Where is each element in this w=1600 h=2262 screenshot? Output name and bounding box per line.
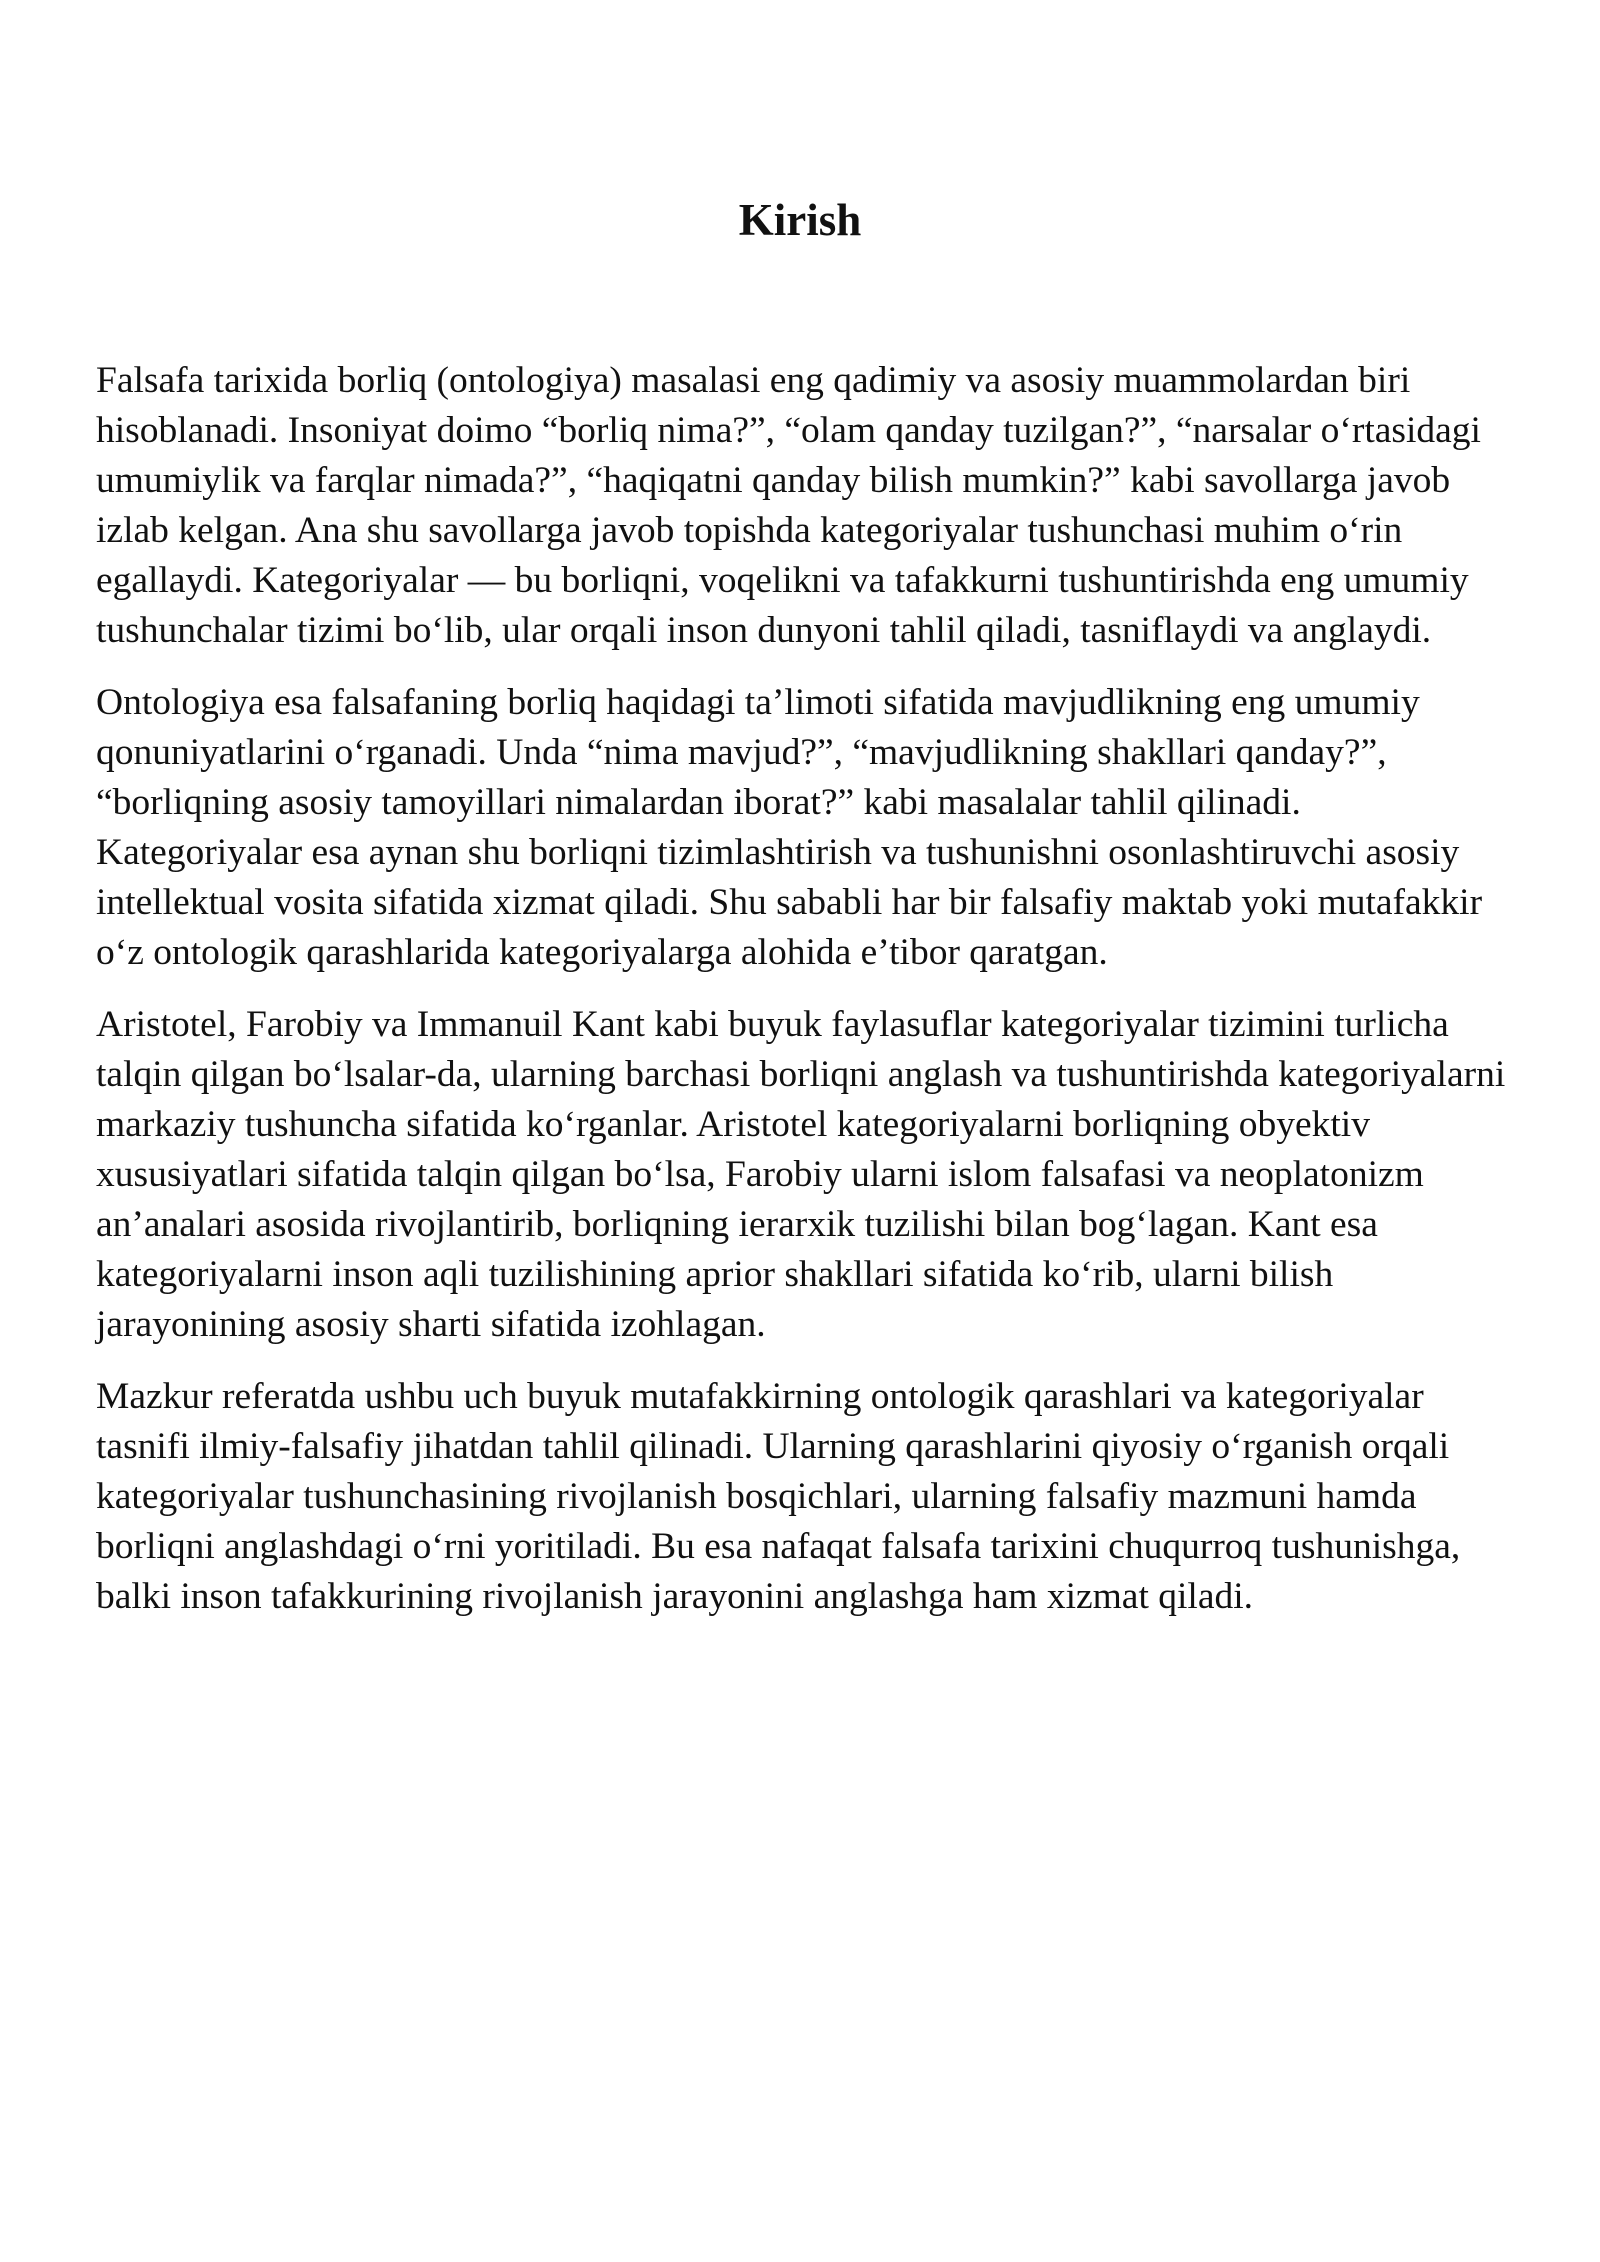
paragraph-4: Mazkur referatda ushbu uch buyuk mutafakkirning ontologik qarashlari va kategoriyalar tasnifi ilmiy-falsafiy jihatdan tahlil qilinadi. Ularning qarashlarini qiyosiy o‘rganish orqali kategoriyalar tushunchasining rivojlanish bosqichlari, ularning falsafiy mazmuni hamda borliqni anglashdagi o‘rni yoritiladi. Bu esa nafaqat falsafa tarixini chuqurroq tushunishga, balki inson tafakkurining rivojlanish jarayonini anglashga ham xizmat qiladi. xyxy=(96,1376,1461,1617)
page-title: Kirish xyxy=(738,195,862,245)
paragraph-3: Aristotel, Farobiy va Immanuil Kant kabi buyuk faylasuflar kategoriyalar tizimini turlicha talqin qilgan bo‘lsalar-da, ularning barchasi borliqni anglash va tushuntirishda kategoriyalarni markaziy tushuncha sifatida ko‘rganlar. Aristotel kategoriyalarni borliqning obyektiv xususiyatlari sifatida talqin qilgan bo‘lsa, Farobiy ularni islom falsafasi va neoplatonizm an’analari asosida rivojlantirib, borliqning ierarxik tuzilishi bilan bog‘lagan. Kant esa kategoriyalarni inson aqli tuzilishining aprior shakllari sifatida ko‘rib, ularni bilish jarayonining asosiy sharti sifatida izohlagan. xyxy=(96,1004,1506,1345)
paragraph-2: Ontologiya esa falsafaning borliq haqidagi ta’limoti sifatida mavjudlikning eng umumiy qonuniyatlarini o‘rganadi. Unda “nima mavjud?”, “mavjudlikning shakllari qanday?”, “borliqning asosiy tamoyillari nimalardan iborat?” kabi masalalar tahlil qilinadi. Kategoriyalar esa aynan shu borliqni tizimlashtirish va tushunishni osonlashtiruvchi asosiy intellektual vosita sifatida xizmat qiladi. Shu sababli har bir falsafiy maktab yoki mutafakkir o‘z ontologik qarashlarida kategoriyalarga alohida e’tibor qaratgan. xyxy=(96,682,1483,973)
paragraph-1: Falsafa tarixida borliq (ontologiya) masalasi eng qadimiy va asosiy muammolardan biri hisoblanadi. Insoniyat doimo “borliq nima?”, “olam qanday tuzilgan?”, “narsalar o‘rtasidagi umumiylik va farqlar nimada?”, “haqiqatni qanday bilish mumkin?” kabi savollarga javob izlab kelgan. Ana shu savollarga javob topishda kategoriyalar tushunchasi muhim o‘rin egallaydi. Kategoriyalar — bu borliqni, voqelikni va tafakkurni tushuntirishda eng umumiy tushunchalar tizimi bo‘lib, ular orqali inson dunyoni tahlil qiladi, tasniflaydi va anglaydi. xyxy=(96,360,1481,651)
document-body xyxy=(96,356,1506,1644)
